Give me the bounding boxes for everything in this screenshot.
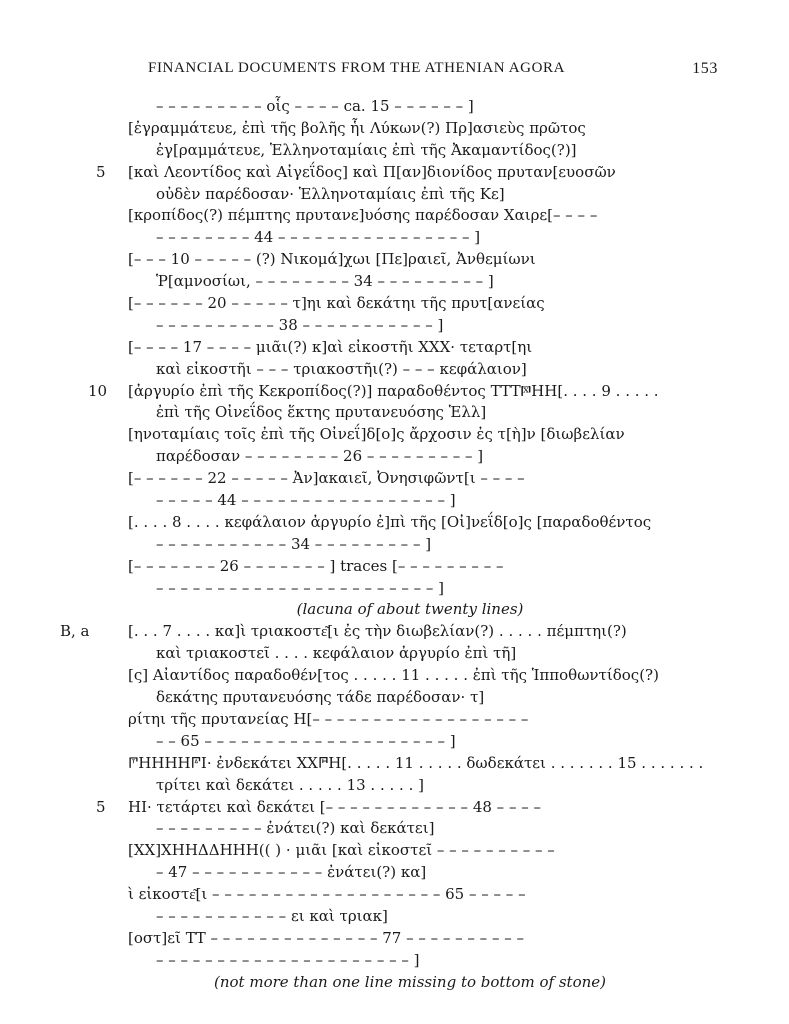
line-text: – – 65 – – – – – – – – – – – – – – – – – – – – ] bbox=[156, 731, 456, 750]
line-number: 10 bbox=[88, 381, 108, 400]
line-number: 5 bbox=[96, 162, 106, 181]
line-text: – – – – – – – – – ἐνάτει(?) καὶ δεκάτει] bbox=[156, 819, 435, 838]
line-text: δεκάτης πρυτανευόσης τάδε παρέδοσαν· τ] bbox=[156, 688, 485, 707]
line-text: [. . . . 8 . . . . κεφάλαιον ἀργυρίο ἐ]πὶ τῆς [Οἰ]νεΐδ[ο]ς [παραδοθέντος bbox=[128, 512, 652, 531]
text-line bbox=[60, 643, 760, 665]
line-text: – – – – – – – – – – – 34 – – – – – – – – – ] bbox=[156, 534, 432, 553]
text-line bbox=[60, 446, 760, 468]
text-line bbox=[60, 599, 760, 621]
line-text: [ς] Αἰαντίδος παραδοθέν[τος . . . . . 11 . . . . . ἐπὶ τῆς Ἱπποθωντίδος(?) bbox=[128, 666, 659, 685]
page-number: 153 bbox=[692, 60, 718, 77]
text-line bbox=[60, 271, 760, 293]
line-text: [κροπίδος(?) πέμπτης πρυτανε]υόσης παρέδοσαν Χαιρε[– – – – bbox=[128, 206, 598, 225]
text-line bbox=[60, 381, 760, 403]
text-line bbox=[60, 665, 760, 687]
line-text: [ἐγραμμάτευε, ἐπὶ τῆς βολῆς ἧι Λύκων(?) Πρ]ασιεὺς πρῶτος bbox=[128, 118, 586, 137]
text-line bbox=[60, 359, 760, 381]
text-line bbox=[60, 534, 760, 556]
text-line bbox=[60, 424, 760, 446]
text-line bbox=[60, 490, 760, 512]
text-line bbox=[60, 249, 760, 271]
line-text: [– – – – – – – 26 – – – – – – – ] traces [– – – – – – – – – bbox=[128, 556, 504, 575]
line-text: καὶ τριακοστεῖ . . . . κεφάλαιον ἀργυρίο ἐπὶ τῆ] bbox=[156, 644, 517, 663]
text-line bbox=[60, 293, 760, 315]
line-text: [– – – – – – 20 – – – – – τ]ηι καὶ δεκάτηι τῆς πρυτ[ανείας bbox=[128, 294, 545, 313]
text-line bbox=[60, 621, 760, 643]
text-line bbox=[60, 468, 760, 490]
text-line bbox=[60, 578, 760, 600]
text-line bbox=[60, 315, 760, 337]
text-line bbox=[60, 556, 760, 578]
text-line bbox=[60, 753, 760, 775]
text-line bbox=[60, 337, 760, 359]
text-line bbox=[60, 797, 760, 819]
line-text: – – – – – – – – 44 – – – – – – – – – – – – – – – – ] bbox=[156, 228, 481, 247]
line-text: – – – – – – – – – – 38 – – – – – – – – – – – ] bbox=[156, 315, 444, 334]
line-number: 5 bbox=[96, 797, 106, 816]
line-text: – – – – – 44 – – – – – – – – – – – – – – – – – ] bbox=[156, 491, 456, 510]
text-line bbox=[60, 687, 760, 709]
text-line bbox=[60, 140, 760, 162]
line-text: [οστ]εῖ ΤΤ – – – – – – – – – – – – – – 77 – – – – – – – – – – bbox=[128, 928, 524, 947]
line-text: ρίτηι τῆς πρυτανείας Η[– – – – – – – – – – – – – – – – – – bbox=[128, 709, 529, 728]
line-text: – 47 – – – – – – – – – – – ἐνάτει(?) κα] bbox=[156, 863, 427, 882]
text-line bbox=[60, 884, 760, 906]
running-title: FINANCIAL DOCUMENTS FROM THE ATHENIAN AGORA bbox=[148, 60, 566, 76]
line-text: καὶ εἰκοστῆι – – – τριακοστῆι(?) – – – κεφάλαιον] bbox=[156, 359, 527, 378]
line-text: 𐅈ΗΗΗΗ𐅄Ι· ἐνδεκάτει ΧΧ𐅅Η[. . . . . 11 . . . . . δωδεκάτει . . . . . . . 15 . . . . . . . bbox=[128, 753, 704, 772]
text-line bbox=[60, 184, 760, 206]
line-text: [ηνοταμίαις τοῖς ἐπὶ τῆς Οἰνεΐ]δ[ο]ς ἄρχοσιν ἐς τ[ὴ]ν [διωβελίαν bbox=[128, 425, 625, 444]
text-line bbox=[60, 928, 760, 950]
text-line bbox=[60, 840, 760, 862]
line-text: [ἀργυρίο ἐπὶ τῆς Κεκροπίδος(?)] παραδοθέντος ΤΤΤ𐅆ΗΗ[. . . . 9 . . . . . bbox=[128, 381, 659, 400]
line-text: ἐπὶ τῆς Οἰνεΐδος ἕκτης πρυτανευόσης Ἑλλ] bbox=[156, 403, 487, 422]
line-text: οὐδὲν παρέδοσαν· Ἑλληνοταμίαις ἐπὶ τῆς Κε] bbox=[156, 184, 505, 203]
line-text: – – – – – – – – – – – – – – – – – – – – – ] bbox=[156, 950, 420, 969]
line-text: τρίτει καὶ δεκάτει . . . . . 13 . . . . . ] bbox=[156, 775, 424, 794]
text-line bbox=[60, 818, 760, 840]
text-line bbox=[60, 512, 760, 534]
line-text: – – – – – – – – – – – ει καὶ τριακ] bbox=[156, 906, 388, 925]
line-text: [– – – – 17 – – – – μιᾶι(?) κ]αὶ εἰκοστῆι ΧΧΧ· τεταρτ[ηι bbox=[128, 337, 533, 356]
line-text: παρέδοσαν – – – – – – – – 26 – – – – – – – – – ] bbox=[156, 447, 484, 466]
line-text: [καὶ Λεοντίδος καὶ Αἰγεΐδος] καὶ Π[αν]διονίδος πρυταν[ευοσῶν bbox=[128, 162, 616, 181]
line-text: – – – – – – – – – – – – – – – – – – – – – – – ] bbox=[156, 578, 445, 597]
text-line bbox=[60, 96, 760, 118]
text-line bbox=[60, 972, 760, 994]
text-line bbox=[60, 731, 760, 753]
line-text: ἐγ[ραμμάτευε, Ἑλληνοταμίαις ἐπὶ τῆς Ἀκαμαντίδος(?)] bbox=[156, 140, 577, 159]
line-text: [– – – – – – 22 – – – – – Ἀν]ακαιεῖ, Ὀνησιφῶντ[ι – – – – bbox=[128, 469, 525, 488]
text-line bbox=[60, 950, 760, 972]
line-number: B, a bbox=[60, 622, 90, 641]
text-line bbox=[60, 118, 760, 140]
text-line bbox=[60, 906, 760, 928]
inscription-text bbox=[60, 96, 760, 994]
text-line bbox=[60, 862, 760, 884]
line-text: [– – – 10 – – – – – (?) Νικομά]χωι [Πε]ραιεῖ, Ἀνθεμίωνι bbox=[128, 250, 536, 269]
line-text: ΗΙ· τετάρτει καὶ δεκάτει [– – – – – – – – – – – – 48 – – – – bbox=[128, 797, 541, 816]
text-line bbox=[60, 162, 760, 184]
editorial-note: (lacuna of about twenty lines) bbox=[296, 600, 524, 619]
text-line bbox=[60, 709, 760, 731]
line-text: [. . . 7 . . . . κα]ὶ τριακοστε͂[ι ἐς τὴν διωβελίαν(?) . . . . . πέμπτηι(?) bbox=[128, 622, 627, 641]
line-text: [ΧΧ]ΧΗΗΔΔΗΗΗ(( ) · μιᾶι [καὶ εἰκοστεῖ – – – – – – – – – – bbox=[128, 841, 555, 860]
text-line bbox=[60, 227, 760, 249]
line-text: – – – – – – – – – οἷς – – – – ca. 15 – – – – – – ] bbox=[156, 97, 474, 115]
text-line bbox=[60, 775, 760, 797]
editorial-note: (not more than one line missing to bottom of stone) bbox=[214, 972, 606, 991]
text-line bbox=[60, 205, 760, 227]
line-text: Ῥ[αμνοσίωι, – – – – – – – – 34 – – – – – – – – – ] bbox=[156, 272, 494, 291]
text-line bbox=[60, 402, 760, 424]
line-text: ὶ εἰκοστε͂[ι – – – – – – – – – – – – – – – – – – – 65 – – – – – bbox=[128, 885, 526, 904]
